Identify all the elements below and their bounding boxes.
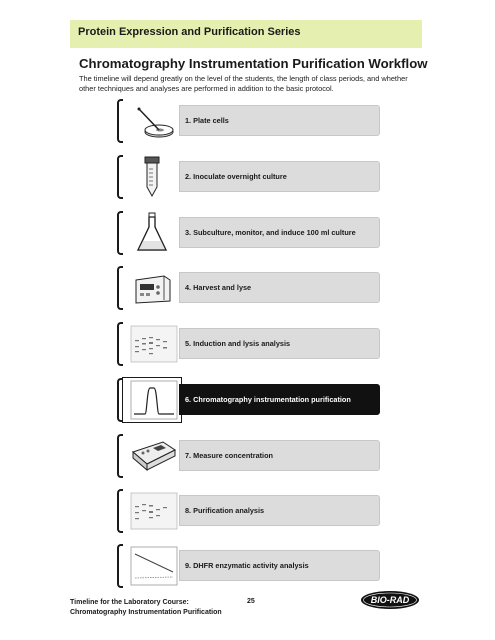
- series-title: Protein Expression and Purification Series: [78, 26, 301, 38]
- step-label: 1. Plate cells: [185, 116, 229, 125]
- footer-caption: [70, 598, 222, 618]
- step-bar: [179, 328, 380, 359]
- step-bar: [179, 105, 380, 136]
- culture-tube-icon: [123, 155, 181, 199]
- step-bar: [179, 495, 380, 526]
- page-title: Chromatography Instrumentation Purification Workflow: [79, 56, 428, 71]
- step-label: 9. DHFR enzymatic activity analysis: [185, 561, 309, 570]
- footer-line-2: Chromatography Instrumentation Purification: [70, 609, 222, 616]
- step-bar: [179, 384, 380, 415]
- workflow-step-9: [117, 544, 380, 588]
- workflow-step-8: [117, 489, 380, 533]
- gel-icon: [123, 322, 181, 366]
- bio-rad-logo: [360, 590, 420, 610]
- workflow-step-1: [117, 99, 380, 143]
- series-banner: [70, 20, 422, 48]
- step-bar: [179, 550, 380, 581]
- workflow-step-2: [117, 155, 380, 199]
- step-bar: [179, 217, 380, 248]
- chromatogram-icon: [123, 378, 181, 422]
- gel-icon: [123, 489, 181, 533]
- step-bar: [179, 440, 380, 471]
- step-label: 7. Measure concentration: [185, 451, 273, 460]
- lab-instrument-icon: [123, 266, 181, 310]
- spectrophotometer-icon: [123, 434, 181, 478]
- step-label: 4. Harvest and lyse: [185, 283, 252, 292]
- step-bar: [179, 161, 380, 192]
- step-bar: [179, 272, 380, 303]
- flask-icon: [123, 211, 181, 255]
- workflow-step-3: [117, 211, 380, 255]
- step-label: 6. Chromatography instrumentation purification: [185, 395, 351, 404]
- activity-plot-icon: [123, 544, 181, 588]
- step-label: 8. Purification analysis: [185, 506, 265, 515]
- workflow-step-5: [117, 322, 380, 366]
- workflow-step-7: [117, 434, 380, 478]
- petri-dish-icon: [123, 99, 181, 143]
- step-label: 5. Induction and lysis analysis: [185, 339, 291, 348]
- svg-text:BIO-RAD: BIO-RAD: [370, 595, 410, 606]
- workflow-step-4: [117, 266, 380, 310]
- workflow-step-6: [117, 378, 380, 422]
- page-number: 25: [247, 598, 255, 605]
- step-label: 3. Subculture, monitor, and induce 100 ml culture: [185, 228, 356, 237]
- intro-text: The timeline will depend greatly on the level of the students, the length of class periods, and whether other techniques and analyses are performed in addition to the basic protocol.: [79, 74, 408, 93]
- footer-line-1: Timeline for the Laboratory Course:: [70, 599, 189, 606]
- step-label: 2. Inoculate overnight culture: [185, 172, 287, 181]
